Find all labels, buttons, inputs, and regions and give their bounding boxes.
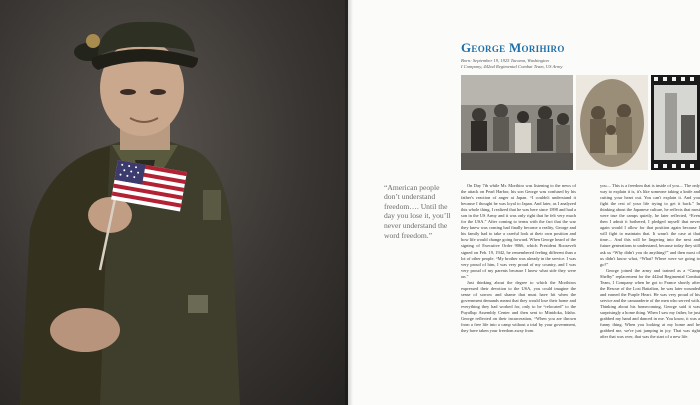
family-portrait-photo — [576, 75, 648, 170]
paragraph: George joined the army and trained as a “Camp Shelby” replacement for the 442nd Regimental Combat Team, I Company when he got to France shortly after the Rescue of the Lost Battalion, he was later wounded and earned the Purple Heart. He was very proud of his service and the camaraderie of the men who served with. Thinking about his homecoming, George said it was surprisingly a home thing. When I saw my father, he just grabbed my hand and danced in me. You know, it was a funny thing. When you looking at my home and he grabbed me, we're just jumping in joy. That was right after that was over, that was the start of a new life. — [600, 267, 700, 340]
birth-info: Born: September 19, 1925 Tacoma, Washington — [461, 58, 549, 63]
page-title: George Morihiro — [461, 40, 565, 55]
paragraph: you.... This is a freedom that is inside of you.... The only way to explain it is, it's like someone taking a knife and cutting your heart out. You can't explain it. And you fight the rest of your life trying to get it back.” In thinking about the Japanese culture, he reflects that most were true the camps quietly, he later reflected, “Even then I admit it bothered, I pledged myself that never again would I allow for that position again because I will fight to maintain that. It wasn't the case at that time.... And this will be lingering into the next and future generations to understand, because today they still ask us “Why didn't you do anything?” and then most of us didn't know what, “What? Where were we going to go?” — [600, 183, 700, 267]
unit-info: I Company, 442nd Regimental Combat Team, US Army — [461, 64, 563, 69]
photo-strip — [461, 75, 700, 170]
portrait-page — [0, 0, 348, 405]
paragraph: Just thinking about the degree to which the Morihiros expressed their devotion to the USA, you could imagine the sense of sorrow and shame that must have hit when the government demands meant that they would lose their home and everything they had worked for, only to be “relocated” to the Puyallup Assembly Center and then sent to Minidoka, Idaho. George reflected on their incarceration, “When you are thrown from a free life into a camp without a trial by your government, they have taken your freedom away from — [461, 279, 576, 334]
paragraph: On Day 7th while Mr. Morihiro was listening to the news of the attack on Pearl Harbor, his son George was confused by his father's reaction of anger at Japan. “I couldn't understand it because I thought he was loyal to Japan. And later, as I analyzed this whole thing, I realized that he was here since 1898 and had a son in the US Army and it was only right that he felt very much for the USA.” After coming to terms with the fact that the war they knew was coming had finally become a reality, George and his family had to take a careful look at their own position and how life would change going forward. When George heard of the signing of Executive Order 9066, which President Roosevelt signed on Feb. 19, 1942, he remembered feeling different than a lot of other people. “My brother was already in the service. I was very proud of him, I was very proud of my country, and I was very proud of my parents because I knew what side they were on.” — [461, 183, 576, 279]
group-of-people-photo — [461, 75, 573, 170]
body-column-2 — [600, 183, 700, 340]
page-gutter — [345, 0, 353, 405]
body-column-1 — [461, 183, 576, 334]
film-strip-photo — [651, 75, 700, 170]
pull-quote: “American people don’t understand freedom…. Until the day you lose it, you’ll never understand the word freedom.” — [384, 182, 451, 240]
veteran-portrait-photo — [0, 0, 348, 405]
